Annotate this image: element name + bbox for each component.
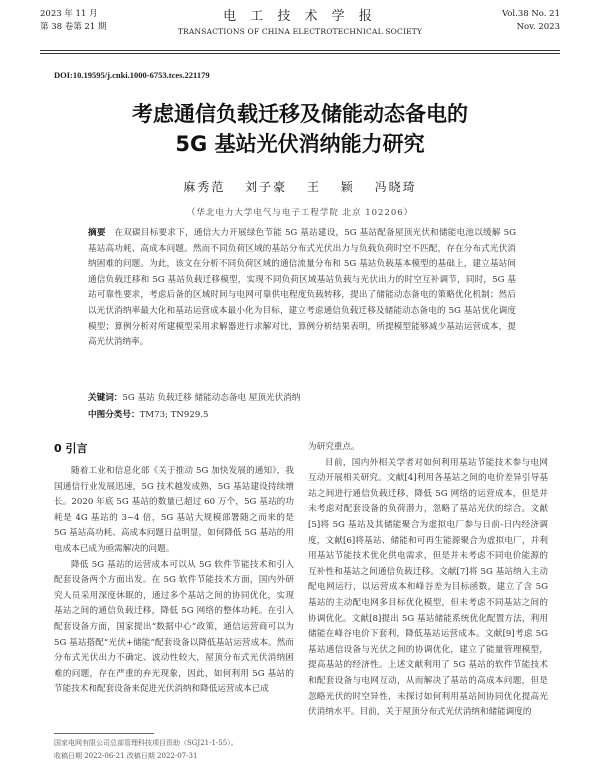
- section-heading-introduction: 0 引言: [54, 442, 88, 455]
- header-right: [502, 8, 560, 34]
- abstract-label: 摘要: [88, 228, 106, 238]
- footnote-funding: 国家电网有限公司总部管理科技项目资助（SGJ21-1-55）。: [54, 739, 238, 747]
- classification-text: TM73; TN929.5: [139, 410, 209, 420]
- header-vol-no: Vol.38 No. 21: [501, 9, 560, 19]
- classification: [88, 408, 209, 420]
- abstract: [88, 226, 516, 351]
- journal-title-cn: 电 工 技 术 学 报: [223, 9, 377, 24]
- paragraph: 随着工业和信息化部《关于推动 5G 加快发展的通知》，我国通信行业发展迅速，5G 技术越发成熟，5G 基站建设持续增长。2020 年底 5G 基站的数量已超过 60 万个，5G 基站的功耗是 4G 基站的 3~4 倍，5G 基站大规模部署随之而来的是 5G 基站高功耗、高成本问题日益明显，如何降低 5G 基站的用电成本已成为亟需解决的问题。: [54, 466, 294, 554]
- footnote-dates: 收稿日期 2022-06-21 改稿日期 2022-07-31: [54, 752, 198, 760]
- paper-title-line-2: 5G 基站光伏消纳能力研究: [175, 132, 425, 156]
- header-center: [40, 8, 560, 37]
- body-column-left: [54, 440, 294, 698]
- paper-title-line-1: 考虑通信负载迁移及储能动态备电的: [132, 102, 468, 126]
- header-volume-issue: 第 38 卷第 21 期: [40, 22, 107, 32]
- keywords: [88, 391, 300, 403]
- paragraph: 目前，国内外相关学者对如何利用基站节能技术参与电网互动开展相关研究。文献[4]利用各基站之间的电价差异引导基站之间进行通信负载迁移，降低 5G 网络的运营成本，但是并未考虑对配套设备的负荷潜力，忽略了基站光伏的综合。文献[5]将 5G 基站及其储能聚合为虚拟电厂参与日前-日内经济调度，文献[6]将基站、储能和可再生能源聚合为虚拟电厂，并利用基站节能技术优化供电需求，但是并未考虑不同电价能源的互补性和基站之间通信负载迁移。文献[7]将 5G 基站纳入主动配电网运行，以运营成本和峰谷差为目标函数，建立了含 5G 基站的主动配电网多目标优化模型，但未考虑不同基站之间的协调优化。文献[8]提出 5G 基站储能系统优化配置方法，利用储能在峰谷电价下套利，降低基站运营成本。文献[9]考虑 5G 基站通信设备与光伏之间的协调优化，建立了能量管理模型，提高基站的经济性。上述文献利用了 5G 基站的软件节能技术和配套设备与电网互动，从而解决了基站的高成本问题，但是忽略光伏的时空异性，未探讨如何利用基站间协同优化提高光伏消纳水平。目前，关于屋顶分布式光伏消纳和储能调度的: [308, 457, 548, 718]
- abstract-text: 在双碳目标要求下，通信大力开展绿色节能 5G 基站建设，5G 基站配备屋顶光伏和储能电池以缓解 5G 基站高功耗、高成本问题。然而不同负荷区域的基站分布式光伏出力与负载负荷时空不匹配，存在分布式光伏消纳困难的问题。为此，该文在分析不同负荷区域的通信流量分布和 5G 基站负载基本模型的基础上，建立基站间通信负载迁移和 5G 基站负载迁移模型，实现不同负荷区域基站负载与光伏出力的时空互补调节，同时，5G 基站可靠性要求，考虑后备的区域时间与电网可靠供电程度负载转移，提出了储能动态备电的策略优化机制；然后以光伏消纳率最大化和基站运营成本最小化为目标，建立考虑通信负载迁移及储能动态备电的 5G 基站优化调度模型；算例分析对所建模型采用求解器进行求解对比，算例分析结果表明，所提模型能够减少基站运营成本，提高光伏消纳率。: [88, 228, 516, 348]
- keywords-text: 5G 基站 负载迁移 储能动态备电 屋顶光伏消纳: [122, 393, 301, 403]
- header-rule-thick: [40, 50, 560, 51]
- classification-label: 中图分类号：: [88, 410, 140, 420]
- paragraph-continued: 为研究重点。: [308, 442, 360, 452]
- doi[interactable]: DOI:10.19595/j.cnki.1000-6753.tces.221179: [54, 70, 210, 80]
- header-rule-thin: [40, 53, 560, 54]
- paper-title: [0, 99, 600, 159]
- header-year-month: 2023 年 11 月: [40, 9, 98, 19]
- journal-header: [40, 8, 560, 48]
- authors: 麻秀范 刘子豪 王 颖 冯晓琦: [183, 180, 417, 194]
- journal-title-en: TRANSACTIONS OF CHINA ELECTROTECHNICAL SOCIETY: [177, 27, 423, 36]
- footnote-rule: [54, 733, 154, 734]
- body-column-right: [308, 440, 548, 721]
- affiliation: （华北电力大学电气与电子工程学院 北京 102206）: [186, 208, 414, 218]
- header-month-year: Nov. 2023: [516, 22, 560, 32]
- keywords-label: 关键词：: [88, 393, 123, 403]
- paragraph: 降低 5G 基站的运营成本可以从 5G 软件节能技术和引入配套设备两个方面出发。在 5G 软件节能技术方面，国内外研究人员采用深度休眠的，通过多个基站之间的协同优化，实现基站之间的通信负载迁移，降低 5G 网络的整体功耗。在引入配套设备方面，国家提出“数据中心”政策，通信运营商可以为 5G 基站搭配“光伏+储能”配套设备以降低基站运营成本。然而分布式光伏出力不确定、波动性较大，屋顶分布式光伏消纳困难的问题，存在严重的弃光现象，因此，如何利用 5G 基站的节能技术和配套设备来促进光伏消纳和降低运营成本已成: [54, 559, 294, 695]
